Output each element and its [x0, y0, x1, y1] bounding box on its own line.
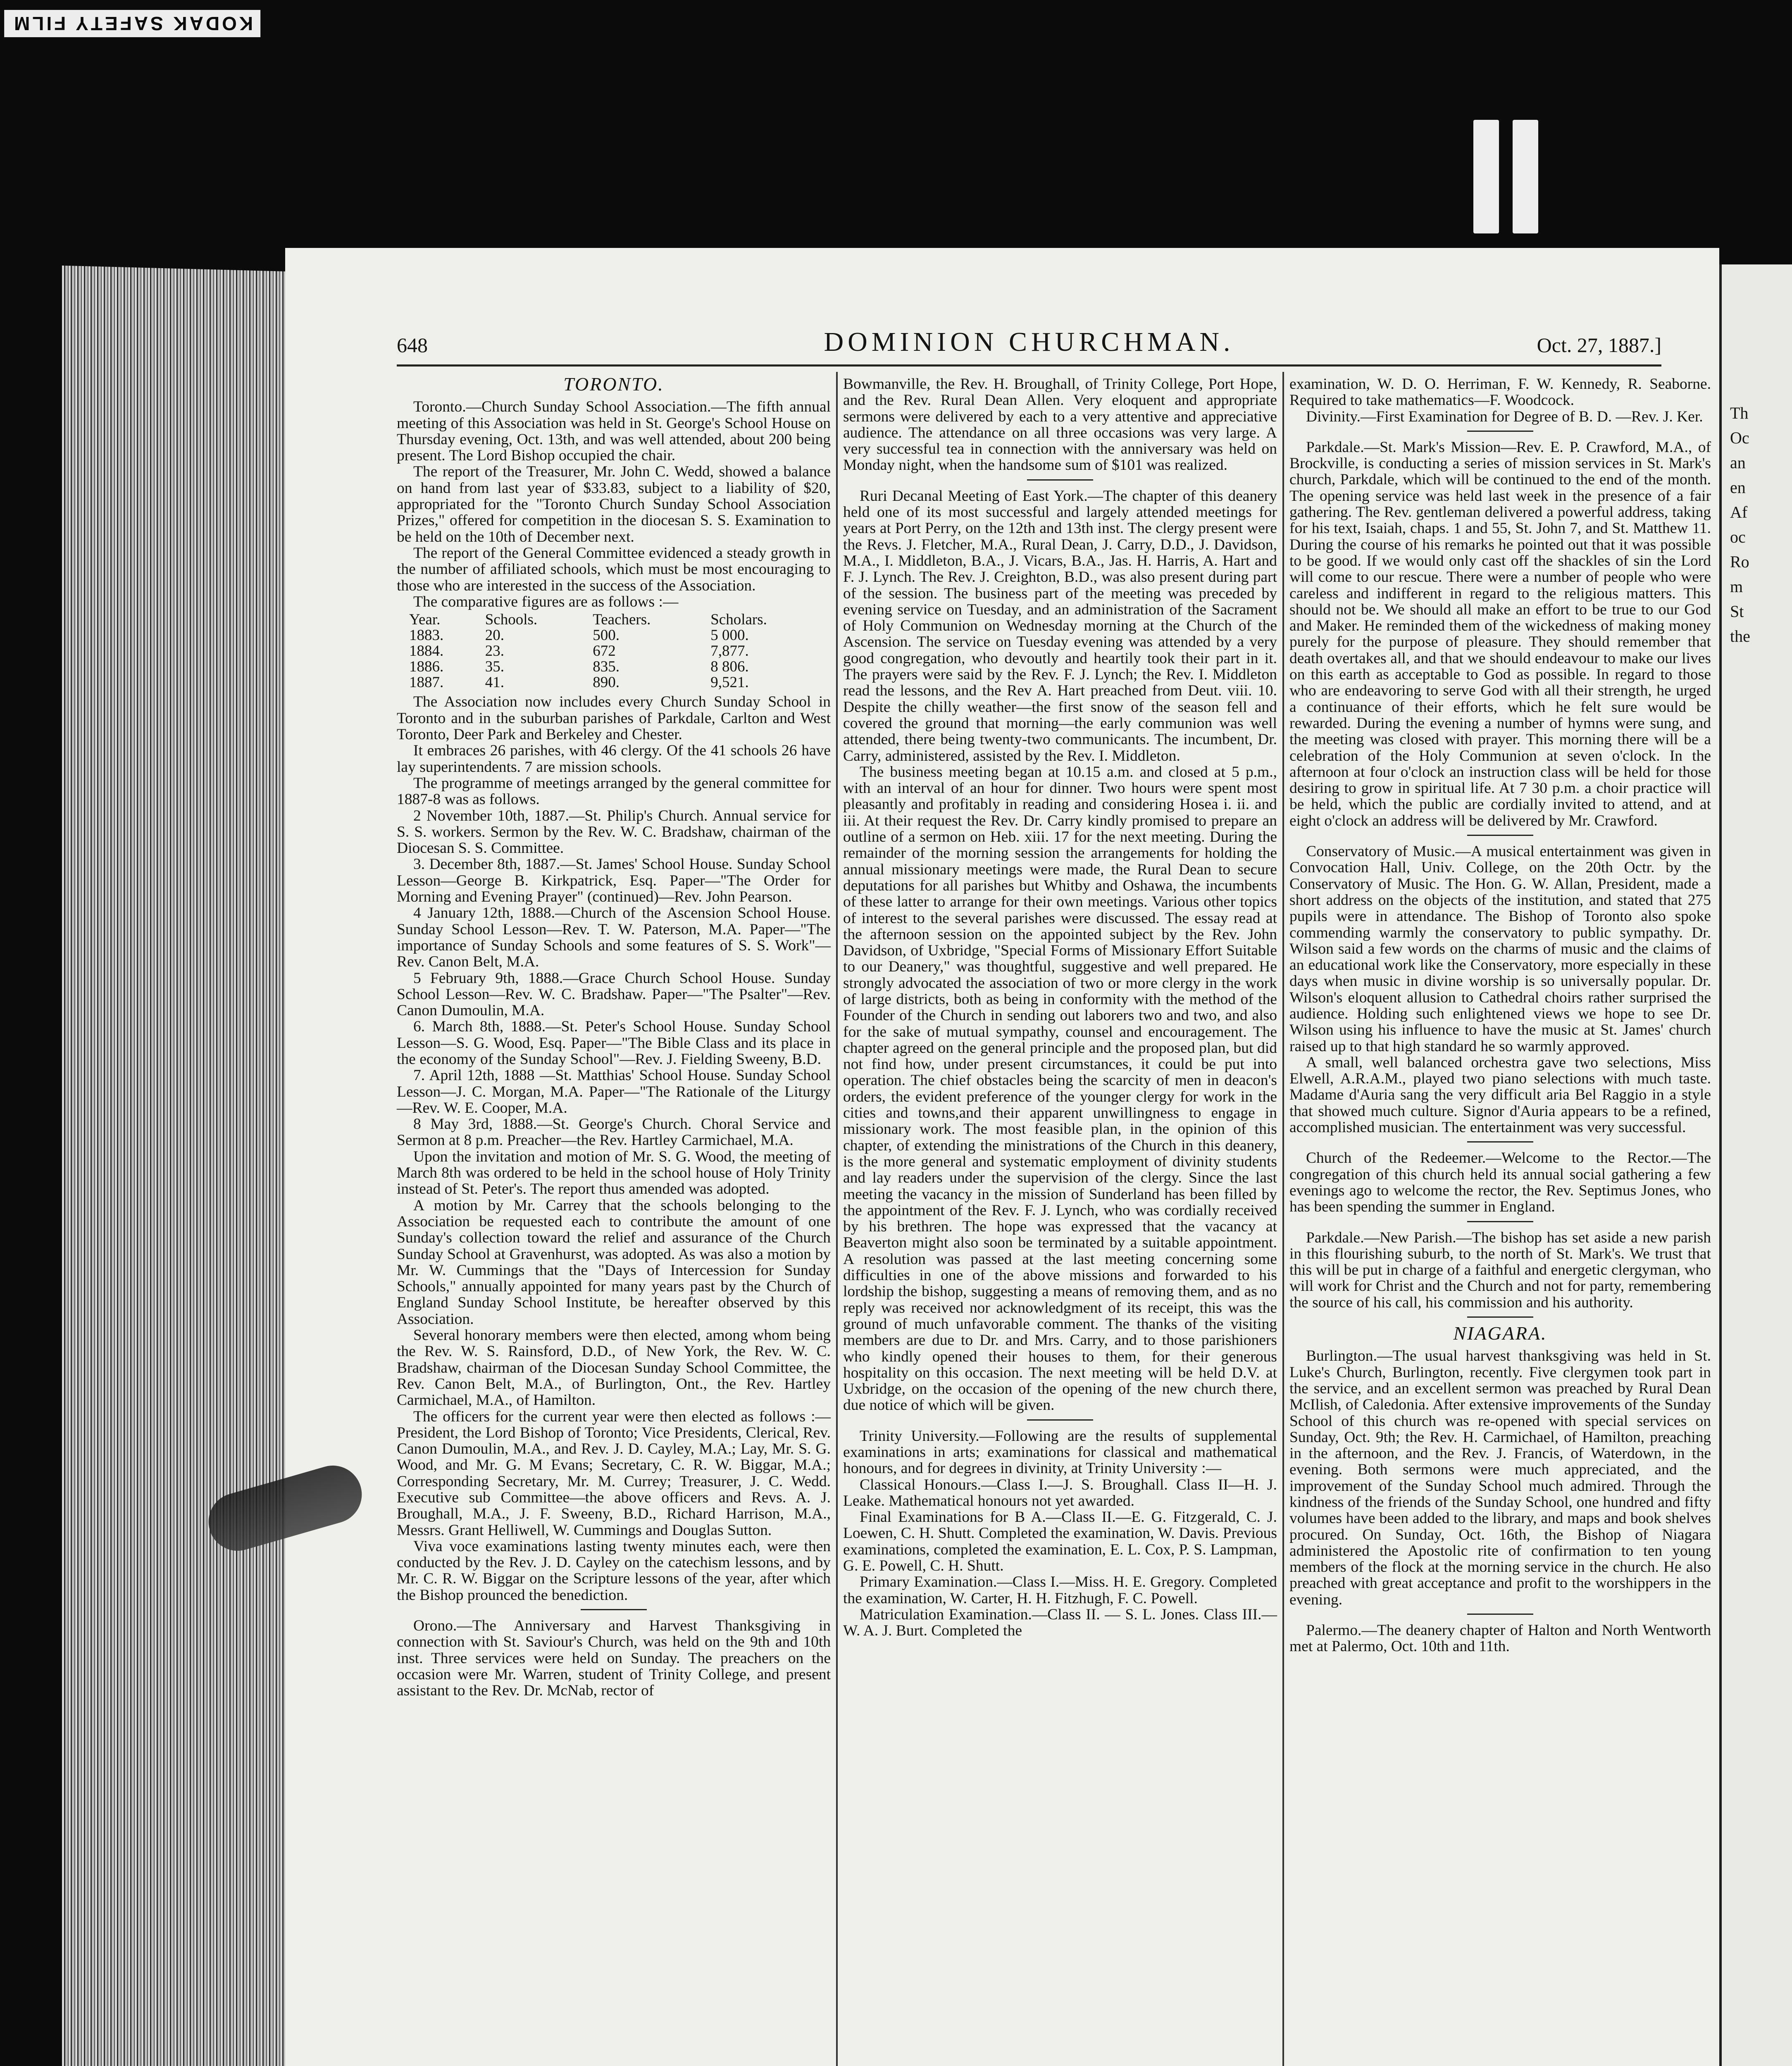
fragment-text: the: [1730, 627, 1750, 645]
separator-rule: [1027, 479, 1093, 481]
fragment-text: St: [1730, 602, 1744, 621]
fragment-text: en: [1730, 478, 1746, 497]
article-paragraph: 8 May 3rd, 1888.—St. George's Church. Choral Service and Sermon at 8 p.m. Preacher—the Rev. Hartley Carmichael, M.A.: [397, 1116, 831, 1149]
article-paragraph: Conservatory of Music.—A musical entertainment was given in Convocation Hall, Univ. College, on the 20th Octr. by the Conservatory of Music. The Hon. G. W. Allan, President, made a short address on the objects of the institution, and stated that 275 pupils were in attendance. The Bishop of Toronto also spoke commending warmly the conservatory to public sympathy. Dr. Wilson said a few words on the charms of music and the claims of an educational work like the Conservatory, more especially in these days when music in divine worship is so universally popular. Dr. Wilson's eloquent allusion to Cathedral choirs rather surprised the audience. Holding such enlightened views we hope to see Dr. Wilson using his influence to have the music at St. James' church raised up to that high standard he so warmly approved.: [1289, 843, 1711, 1055]
separator-rule: [581, 1609, 647, 1610]
column-divider: [1282, 372, 1284, 2066]
fragment-text: an: [1730, 453, 1746, 472]
issue-date: Oct. 27, 1887.]: [1537, 333, 1661, 357]
separator-rule: [1027, 1419, 1093, 1421]
article-paragraph: 4 January 12th, 1888.—Church of the Ascension School House. Sunday School Lesson—Rev. T. W. Paterson, M.A. Paper—"The importance of Sunday Schools and some features of S. S. Work"—Rev. Canon Belt, M.A.: [397, 904, 831, 971]
article-paragraph: Primary Examination.—Class I.—Miss. H. E. Gregory. Completed the examination, W. Carter, H. H. Fitzhugh, F. C. Powell.: [843, 1573, 1277, 1607]
film-edge-label: KODAK SAFETY FILM: [4, 10, 260, 37]
article-paragraph: 7. April 12th, 1888 —St. Matthias' School House. Sunday School Lesson—J. C. Morgan, M.A. Paper—"The Rationale of the Liturgy—Rev. W. E. Cooper, M.A.: [397, 1067, 831, 1116]
table-cell: 672: [593, 643, 616, 660]
article-paragraph: Church of the Redeemer.—Welcome to the Rector.—The congregation of this church held its annual social gathering a few evenings ago to welcome the rector, the Rev. Septimus Jones, who has been spending the summer in England.: [1289, 1150, 1711, 1216]
article-paragraph: Parkdale.—St. Mark's Mission—Rev. E. P. Crawford, M.A., of Brockville, is conducting a series of mission services in St. Mark's church, Parkdale, which will be continued to the end of the month. The opening service was held last week in the presence of a fair gathering. The Rev. gentleman delivered a powerful address, taking for his text, Isaiah, chaps. 1 and 55, St. John 7, and St. Matthew 11. During the course of his remarks he pointed out that it was possible to be good. If we would only cast off the shackles of sin the Lord will come to our rescue. There were a number of people who were careless and indifferent in regard to the religious matters. This should not be. We should all make an effort to be true to our God and Maker. He reminded them of the wickedness of making money purely for the purpose of pleasure. They should remember that death overtakes all, and that we should endeavour to make our lives on this earth as acceptable to God as possible. In regard to those who are endeavoring to serve God with all their strength, he urged a continuance of their efforts, which he felt sure would be rewarded. During the evening a number of hymns were sung, and the meeting was closed with prayer. This morning there will be a celebration of the Holy Communion at seven o'clock. In the afternoon at four o'clock an instruction class will be held for those desiring to grow in spiritual life. At 7 30 p.m. a choir practice will be held, which the public are cordially invited to attend, and at eight o'clock an address will be delivered by Mr. Crawford.: [1289, 438, 1711, 829]
article-paragraph: A small, well balanced orchestra gave two selections, Miss Elwell, A.R.A.M., played two piano selections with much taste. Madame d'Auria sang the very difficult aria Bel Raggio in a style that showed much culture. Signor d'Auria appears to be a refined, accomplished musician. The entertainment was very successful.: [1289, 1054, 1711, 1136]
fragment-text: Af: [1730, 503, 1748, 521]
article-paragraph: The report of the Treasurer, Mr. John C. Wedd, showed a balance on hand from last year of $33.83, subject to a liability of $20, appropriated for the "Toronto Church Sunday School Association Prizes," offered for competition in the diocesan S. S. Examination to be held on the 10th of December next.: [397, 463, 831, 545]
separator-rule: [1467, 835, 1533, 836]
article-paragraph: The programme of meetings arranged by the general committee for 1887-8 was as follows.: [397, 774, 831, 808]
article-paragraph: Viva voce examinations lasting twenty minutes each, were then conducted by the Rev. J. D. Cayley on the catechism lessons, and by Mr. C. R. W. Biggar on the Scripture lessons of the year, after which the Bishop prounced the benediction.: [397, 1538, 831, 1604]
table-cell: 7,877.: [710, 643, 749, 660]
table-cell: 890.: [593, 674, 620, 691]
article-paragraph: A motion by Mr. Carrey that the schools belonging to the Association be requested each to contribute the amount of one Sunday's collection toward the relief and assurance of the Church Sunday School at Gravenhurst, was adopted. As was also a motion by Mr. W. Cummings that the "Days of Intercession for Sunday Schools," annually appointed for many years past by the Church of England Sunday School Institute, be hereafter observed by this Association.: [397, 1197, 831, 1328]
table-cell: 1883.: [409, 627, 444, 644]
page-number: 648: [397, 333, 428, 357]
table-row: [405, 628, 822, 643]
article-paragraph: Burlington.—The usual harvest thanksgiving was held in St. Luke's Church, Burlington, recently. Five clergymen took part in the service, and an excellent sermon was preached by Rural Dean McIlish, of Caledonia. After extensive improvements of the Sunday School of this church was re-opened with special services on Sunday, Oct. 9th; the Rev. H. Carmichael, of Hamilton, preaching in the afternoon, and the Rev. J. Francis, of Waterdown, in the evening. Both sermons were much appreciated, and the improvement of the Sunday School much admired. Through the kindness of the friends of the Sunday School, one hundred and fifty volumes have been added to the library, and maps and book shelves procured. On Sunday, Oct. 16th, the Bishop of Niagara administered the Apostolic rite of confirmation to ten young members of the flock at the morning service in the church. He also preached with great acceptance and profit to the worshippers in the evening.: [1289, 1347, 1711, 1608]
column-3: [1289, 376, 1711, 1655]
header-rule: [397, 364, 1661, 367]
article-paragraph: Toronto.—Church Sunday School Association.—The fifth annual meeting of this Association was held in St. George's School House on Thursday evening, Oct. 13th, and was well attended, about 200 being present. The Lord Bishop occupied the chair.: [397, 398, 831, 464]
table-cell: 20.: [485, 627, 504, 644]
article-paragraph: 2 November 10th, 1887.—St. Philip's Church. Annual service for S. S. workers. Sermon by the Rev. W. C. Bradshaw, chairman of the Diocesan S. S. Committee.: [397, 807, 831, 857]
article-paragraph: It embraces 26 parishes, with 46 clergy. Of the 41 schools 26 have lay superintendents. 7 are mission schools.: [397, 742, 831, 776]
table-cell: 41.: [485, 674, 504, 691]
article-paragraph: The comparative figures are as follows :—: [413, 593, 679, 610]
article-paragraph: The business meeting began at 10.15 a.m. and closed at 5 p.m., with an interval of an hour for dinner. Two hours were spent most pleasantly and profitably in reading and considering Hosea i. ii. and iii. At their request the Rev. Dr. Carry kindly promised to prepare an outline of a sermon on Heb. xiii. 17 for the next meeting. During the remainder of the morning session the arrangements for holding the annual missionary meetings were made, the Rural Dean to secure deputations for all parishes but Whitby and Oshawa, the incumbents of these latter to arrange for their own meetings. Various other topics of interest to the several parishes were discussed. The essay read at the afternoon session on the appointed subject by the Rev. John Davidson, of Uxbridge, "Special Forms of Missionary Effort Suitable to our Deanery," was thoughtful, suggestive and well prepared. He strongly advocated the association of two or more clergy in the work of large districts, both as being in conformity with the method of the Founder of the Church in sending out laborers two and two, and also for the sake of mutual sympathy, counsel and encouragement. The chapter agreed on the general principle and the proposed plan, but did not find how, under present circumstances, it could be put into operation. The chief obstacles being the scarcity of men in deacon's orders, the evident preference of the younger clergy for work in the cities and towns,and their apparent unwillingness to engage in missionary work. The most feasible plan, in the opinion of this chapter, of extending the ministrations of the Church in this deanery, is the more general and systematic employment of divinity students and lay readers under the supervision of the clergy. Since the last meeting the vacancy in the mission of Sunderland has been filled by the appointment of the Rev. F. J. Lynch, who was cordially received by his brethren. The hope was expressed that the vacancy at Beaverton might also soon be terminated by a suitable appointment. A resolution was passed at the last meeting concerning some difficulties in one of the above missions and forwarded to his lordship the bishop, suggesting a means of removing them, and as no reply was received nor acknowledgment of its receipt, this was the ground of much unfavorable comment. The thanks of the visiting members are due to Dr. and Mrs. Carry, and to those parishioners who kindly opened their houses to them, for their generous hospitality on this occasion. The next meeting will be held D.V. at Uxbridge, on the occasion of the opening of the new church there, due notice of which will be given.: [843, 763, 1277, 1414]
section-heading-niagara: NIAGARA.: [1453, 1323, 1547, 1344]
article-paragraph: Orono.—The Anniversary and Harvest Thanksgiving in connection with St. Saviour's Church, was held on the 9th and 10th inst. Three services were held on Sunday. The preachers on the occasion were Mr. Warren, student of Trinity College, and present assistant to the Rev. Dr. McNab, rector of: [397, 1617, 831, 1699]
article-paragraph: Bowmanville, the Rev. H. Broughall, of Trinity College, Port Hope, and the Rev. Rural Dean Allen. Very eloquent and appropriate sermons were delivered by each to a very attentive and appreciative audience. The attendance on all three occasions was very large. A very successful tea in connection with the anniversary was held on Monday night, when the handsome sum of $101 was realized.: [843, 376, 1277, 474]
table-cell: 35.: [485, 658, 504, 676]
fragment-text: Ro: [1730, 552, 1749, 571]
table-header: Schools.: [485, 611, 538, 628]
article-paragraph: Several honorary members were then elected, among whom being the Rev. W. S. Rainsford, D.D., of New York, the Rev. W. C. Bradshaw, chairman of the Diocesan Sunday School Committee, the Rev. Canon Belt, M.A., of Burlington, Ont., the Rev. Hartley Carmichael, M.A., of Hamilton.: [397, 1327, 831, 1409]
newspaper-page: [285, 248, 1719, 2066]
table-cell: 500.: [593, 627, 620, 644]
film-sprocket: [1473, 120, 1499, 233]
table-row: [405, 675, 822, 690]
article-paragraph: 5 February 9th, 1888.—Grace Church School House. Sunday School Lesson—Rev. W. C. Bradshaw. Paper—"The Psalter"—Rev. Canon Dumoulin, M.A.: [397, 969, 831, 1019]
article-paragraph: Trinity University.—Following are the results of supplemental examinations in arts; examinations for classical and mathematical honours, and for degrees in divinity, at Trinity University :—: [843, 1427, 1277, 1477]
table-header: Teachers.: [593, 611, 651, 628]
page-header: [397, 326, 1661, 364]
article-paragraph: The report of the General Committee evidenced a steady growth in the number of affiliated schools, which must be most encouraging to those who are interested in the success of the Association.: [397, 544, 831, 594]
table-row: [405, 659, 822, 675]
article-paragraph: 6. March 8th, 1888.—St. Peter's School House. Sunday School Lesson—S. G. Wood, Esq. Paper—"The Bible Class and its place in the economy of the Sunday School"—Rev. J. Fielding Sweeny, B.D.: [397, 1018, 831, 1068]
article-paragraph: Ruri Decanal Meeting of East York.—The chapter of this deanery held one of its most successful and largely attended meetings for years at Port Perry, on the 12th and 13th inst. The clergy present were the Revs. J. Fletcher, M.A., Rural Dean, J. Carry, D.D., J. Davidson, M.A., I. Middleton, B.A., J. Vicars, B.A., Jas. H. Harris, A. Hart and F. J. Lynch. The Rev. J. Creighton, B.D., was also present during part of the session. The business part of the meeting was preceded by evening service on Tuesday, and an administration of the Sacrament of Holy Communion on Wednesday morning at the Church of the Ascension. The service on Tuesday evening was attended by a very good congregation, who devoutly and heartily took their part in it. The prayers were said by the Rev. F. J. Lynch; the Rev. I. Middleton read the lessons, and the Rev A. Hart preached from Deut. viii. 10. Despite the chilly weather—the first snow of the season fell and covered the ground that morning—the early communion was well attended, there being twenty-two communicants. The incumbent, Dr. Carry, administered, assisted by the Rev. I. Middleton.: [843, 487, 1277, 764]
column-2: [843, 376, 1277, 1639]
fragment-text: Th: [1730, 404, 1749, 422]
column-divider: [836, 372, 838, 2066]
fragment-text: m: [1730, 577, 1743, 596]
table-cell: 835.: [593, 658, 620, 676]
separator-rule: [1467, 431, 1533, 432]
section-heading-toronto: TORONTO.: [563, 374, 664, 395]
film-sprocket: [1513, 120, 1538, 233]
table-row: [405, 643, 822, 659]
article-paragraph: The Association now includes every Church Sunday School in Toronto and in the suburban parishes of Parkdale, Carlton and West Toronto, Deer Park and Berkeley and Chester.: [397, 693, 831, 743]
separator-rule: [1467, 1316, 1533, 1318]
column-1: [397, 376, 831, 1699]
table-cell: 1886.: [409, 658, 444, 676]
article-paragraph: Palermo.—The deanery chapter of Halton and North Wentworth met at Palermo, Oct. 10th and 11th.: [1289, 1622, 1711, 1655]
separator-rule: [1467, 1614, 1533, 1615]
article-paragraph: 3. December 8th, 1887.—St. James' School House. Sunday School Lesson—George B. Kirkpatrick, Esq. Paper—"The Order for Morning and Evening Prayer" (continued)—Rev. John Pearson.: [397, 856, 831, 906]
table-cell: 9,521.: [710, 674, 749, 691]
comparative-figures-table: [405, 612, 822, 690]
book-page-edges: [62, 266, 293, 2066]
article-paragraph: Divinity.—First Examination for Degree of B. D. —Rev. J. Ker.: [1306, 408, 1703, 425]
table-cell: 1887.: [409, 674, 444, 691]
article-paragraph: The officers for the current year were then elected as follows :—President, the Lord Bishop of Toronto; Vice Presidents, Clerical, Rev. Canon Dumoulin, M.A., and Rev. J. D. Cayley, M.A.; Lay, Mr. S. G. Wood, and Mr. G. M Evans; Secretary, C. R. W. Biggar, M.A.; Corresponding Secretary, Mr. M. Currey; Treasurer, J. C. Wedd. Executive sub Committee—the above officers and Revs. A. J. Broughall, M.A., J. F. Sweeny, B.D., Richard Harrison, M.A., Messrs. Grant Helliwell, W. Cummings and Douglas Sutton.: [397, 1408, 831, 1539]
facing-page-fragment: [1719, 264, 1792, 2066]
table-cell: 1884.: [409, 643, 444, 660]
table-cell: 23.: [485, 643, 504, 660]
separator-rule: [1467, 1141, 1533, 1142]
table-header: Scholars.: [710, 611, 767, 628]
page-title: DOMINION CHURCHMAN.: [824, 327, 1234, 357]
table-header: Year.: [409, 611, 441, 628]
table-cell: 5 000.: [710, 627, 749, 644]
article-paragraph: Matriculation Examination.—Class II. — S. L. Jones. Class III.—W. A. J. Burt. Completed the: [843, 1606, 1277, 1640]
article-paragraph: Classical Honours.—Class I.—J. S. Broughall. Class II—H. J. Leake. Mathematical honours not yet awarded.: [843, 1476, 1277, 1509]
fragment-text: oc: [1730, 528, 1746, 546]
article-paragraph: Parkdale.—New Parish.—The bishop has set aside a new parish in this flourishing suburb, to the north of St. Mark's. We trust that this will be put in charge of a faithful and energetic clergyman, who will work for Christ and the Church and not for party, remembering the source of his call, his commission and his authority.: [1289, 1229, 1711, 1311]
article-paragraph: Upon the invitation and motion of Mr. S. G. Wood, the meeting of March 8th was ordered to be held in the school house of Holy Trinity instead of St. Peter's. The report thus amended was adopted.: [397, 1148, 831, 1198]
table-cell: 8 806.: [710, 658, 749, 676]
article-paragraph: Final Examinations for B A.—Class II.—E. G. Fitzgerald, C. J. Loewen, C. H. Shutt. Completed the examination, W. Davis. Previous examinations, completed the examination, E. L. Cox, P. S. Lampman, G. E. Powell, C. H. Shutt.: [843, 1509, 1277, 1575]
fragment-text: Oc: [1730, 428, 1749, 447]
separator-rule: [1467, 1221, 1533, 1222]
article-paragraph: examination, W. D. O. Herriman, F. W. Kennedy, R. Seaborne. Required to take mathematics—F. Woodcock.: [1289, 376, 1711, 409]
